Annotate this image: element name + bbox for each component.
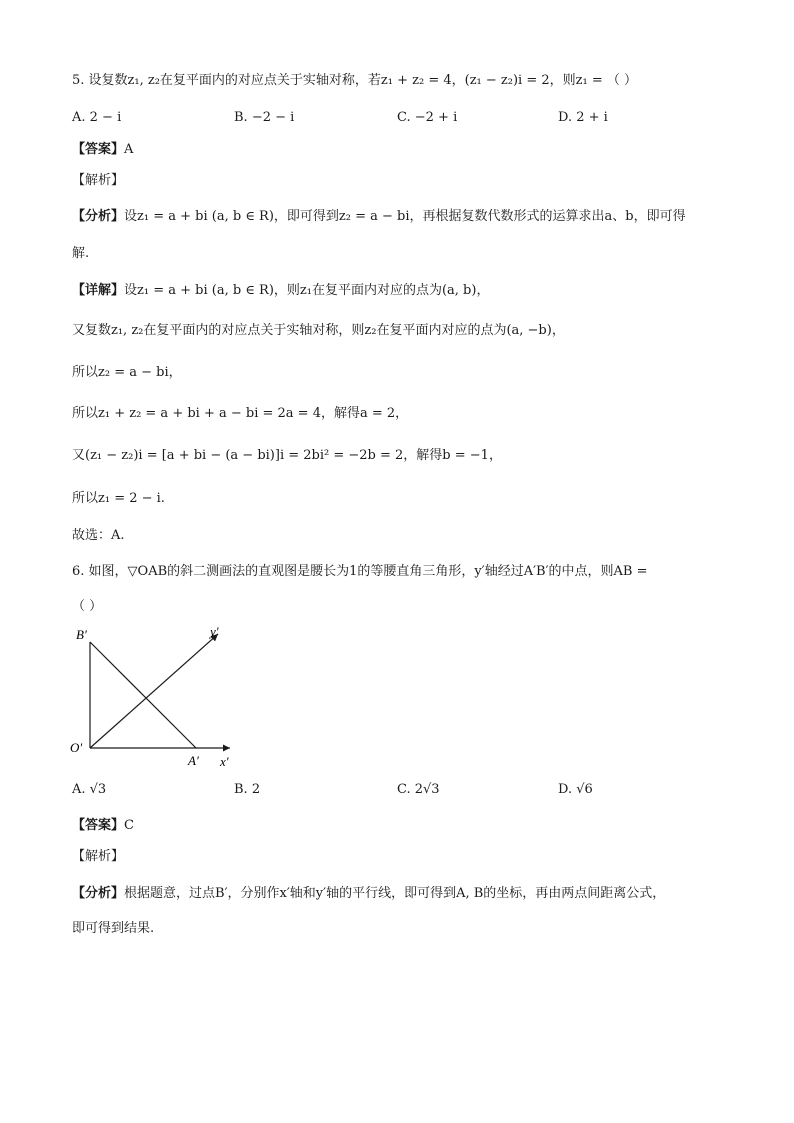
q5-choose: 故选：A. (72, 528, 125, 543)
q5-option-a: A. 2 − i (72, 110, 122, 125)
answer-tag: 【答案】 (72, 818, 125, 833)
answer-tag: 【答案】 (72, 142, 125, 157)
segment-ba (90, 642, 196, 748)
q5-detail-line4: 所以z₁ + z₂ = a + bi + a − bi = 2a = 4，解得a = 2， (72, 406, 409, 421)
fenxi-text: 根据题意，过点B′，分别作x′轴和y′轴的平行线，即可得到A, B的坐标，再由两点间距离公式， (124, 886, 666, 901)
label-b: B′ (76, 627, 87, 642)
q5-stem: 5. 设复数z₁, z₂在复平面内的对应点关于实轴对称，若z₁ + z₂ = 4，(z₁ − z₂)i = 2，则z₁ = （ ） (72, 73, 637, 88)
q6-option-a: A. √3 (72, 782, 107, 797)
q5-fenxi-line2: 解. (72, 246, 90, 261)
q5-analysis-tag: 【解析】 (72, 173, 125, 188)
q6-option-b: B. 2 (234, 782, 261, 797)
label-a: A′ (188, 753, 199, 768)
q6-answer (72, 817, 134, 835)
oblique-triangle-figure (70, 620, 250, 770)
q6-stem-paren: （ ） (72, 599, 103, 614)
label-y: y′ (210, 624, 219, 639)
q5-detail-line5: 又(z₁ − z₂)i = [a + bi − (a − bi)]i = 2bi² = −2b = 2，解得b = −1， (72, 448, 502, 463)
label-o: O′ (70, 740, 83, 755)
y-axis (90, 634, 218, 748)
q6-fenxi-line2: 即可得到结果. (72, 921, 155, 936)
q6-fenxi-line1 (72, 885, 665, 903)
label-x: x′ (220, 754, 229, 769)
answer-value: C (124, 818, 134, 833)
q5-detail-line3: 所以z₂ = a − bi， (72, 365, 182, 380)
q6-analysis-tag: 【解析】 (72, 849, 125, 864)
q5-option-d: D. 2 + i (558, 110, 608, 125)
q5-detail-line2: 又复数z₁, z₂在复平面内的对应点关于实轴对称，则z₂在复平面内对应的点为(a, −b)， (72, 323, 565, 338)
fenxi-tag: 【分析】 (72, 886, 125, 901)
detail-tag: 【详解】 (72, 283, 125, 298)
detail-text: 设z₁ = a + bi (a, b ∈ R)，则z₁在复平面内对应的点为(a, b)， (124, 283, 490, 298)
q5-detail-line6: 所以z₁ = 2 − i. (72, 491, 165, 506)
answer-value: A (124, 142, 134, 157)
q6-option-d: D. √6 (558, 782, 593, 797)
q6-option-c: C. 2√3 (397, 782, 440, 797)
q5-fenxi-line1 (72, 208, 686, 226)
q5-answer (72, 141, 133, 159)
q5-option-c: C. −2 + i (397, 110, 458, 125)
q5-option-b: B. −2 − i (234, 110, 295, 125)
q6-stem: 6. 如图，▽OAB的斜二测画法的直观图是腰长为1的等腰直角三角形，y′轴经过A′B′的中点，则AB = (72, 564, 648, 579)
q5-detail-line1 (72, 282, 489, 300)
fenxi-tag: 【分析】 (72, 209, 125, 224)
fenxi-text: 设z₁ = a + bi (a, b ∈ R)，即可得到z₂ = a − bi，再根据复数代数形式的运算求出a、b，即可得 (124, 209, 686, 224)
